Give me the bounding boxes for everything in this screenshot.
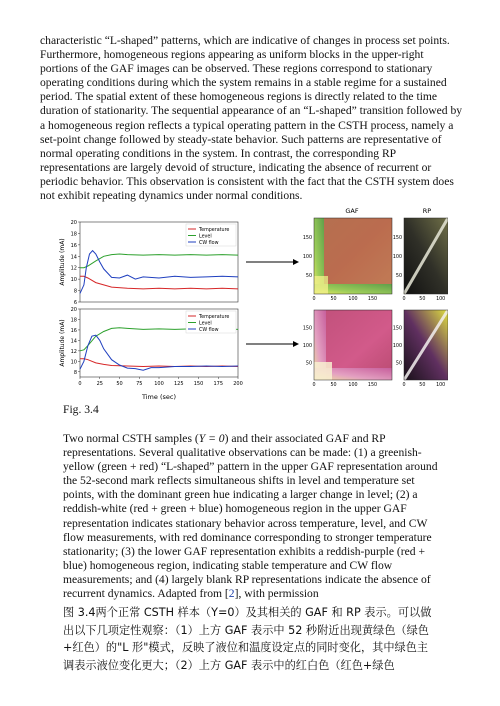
heatmap-y-tick-label: 50 xyxy=(305,273,312,279)
heatmap-y-tick-label: 100 xyxy=(302,343,312,349)
legend-label: CW flow xyxy=(199,328,219,333)
x-tick-label: 25 xyxy=(96,381,103,387)
x-tick-label: 75 xyxy=(136,381,143,387)
figure-label: Fig. 3.4 xyxy=(63,403,99,416)
line-chart-top xyxy=(59,220,238,306)
heatmap-y-tick-label: 50 xyxy=(395,273,402,279)
y-tick-label: 20 xyxy=(70,220,77,226)
legend-label: Level xyxy=(199,234,212,240)
x-tick-label: 200 xyxy=(233,381,243,387)
rp-title: RP xyxy=(422,207,432,215)
x-axis-label: Time (sec) xyxy=(141,393,177,401)
heatmap-y-tick-label: 150 xyxy=(392,235,402,241)
legend-label: Temperature xyxy=(199,315,230,320)
heatmap-x-tick-label: 100 xyxy=(436,297,446,302)
heatmap-x-tick-label: 100 xyxy=(348,297,358,302)
heatmap-y-tick-label: 50 xyxy=(395,361,402,367)
citation-link[interactable]: 2 xyxy=(228,587,235,601)
legend-label: Temperature xyxy=(199,228,230,233)
gaf-title: GAF xyxy=(345,207,359,215)
heatmap-x-tick-label: 150 xyxy=(367,383,378,388)
chinese-caption: 图 3.4两个正常 CSTH 样本（Y=0）及其相关的 GAF 和 RP 表示。可以做出以下几项定性观察：（1）上方 GAF 表示中 52 秒附近出现黄绿色（绿色+红色）的"L 形"模式，反映了液位和温度设定点的同时变化，其中绿色主调表示液位变化更大；（2）上方 GAF 表示中的红白色（红色+绿色 xyxy=(63,606,432,672)
heatmap-x-tick-label: 50 xyxy=(419,297,426,302)
rp-heatmap-top xyxy=(404,218,448,294)
figure-caption xyxy=(63,432,443,601)
figure-3-4 xyxy=(58,206,448,402)
x-tick-label: 125 xyxy=(173,381,184,387)
y-tick-label: 20 xyxy=(70,307,77,313)
heatmap-x-tick-label: 0 xyxy=(312,297,316,302)
legend-label: CW flow xyxy=(199,241,219,246)
x-tick-label: 50 xyxy=(116,381,123,387)
heatmap-x-tick-label: 0 xyxy=(312,383,316,388)
y-tick-label: 8 xyxy=(73,288,77,295)
heatmap-x-tick-label: 50 xyxy=(419,383,426,388)
x-tick-label: 150 xyxy=(193,381,204,387)
y-tick-label: 16 xyxy=(70,327,77,334)
caption-text: Two normal CSTH samples ( xyxy=(63,432,199,445)
y-axis-label: Amplitude (mA) xyxy=(59,319,66,367)
y-tick-label: 6 xyxy=(73,300,77,306)
heatmap-y-tick-label: 150 xyxy=(392,326,402,332)
y-tick-label: 8 xyxy=(73,369,77,376)
body-paragraph: characteristic “L-shaped” patterns, which are indicative of changes in process set points. Furthermore, homogeneous regions appearing as uniform blocks in the upper-right portions of the GAF images can be observed. These regions correspond to stationary operating conditions during which the system remains in a stable regime for a sustained period. The spatial extent of these homogeneous regions is directly related to the time duration of stationarity. The sequential appearance of an “L-shaped” transition followed by a homogeneous region reflects a typical operating pattern in the CSTH process, namely a set-point change followed by steady-state behavior. Such patterns are representative of normal operating conditions in the system. In contrast, the corresponding RP representations are largely devoid of structure, indicating the absence of recurrent or periodic behavior. This observation is consistent with the fact that the CSTH system does not exhibit repeating dynamics under normal conditions. xyxy=(40,34,463,203)
heatmap-y-tick-label: 100 xyxy=(302,254,312,260)
y-tick-label: 16 xyxy=(70,242,77,249)
x-tick-label: 0 xyxy=(78,381,82,387)
gaf-heatmap-bottom xyxy=(314,310,392,380)
caption-math: Y = 0 xyxy=(198,432,225,445)
heatmap-x-tick-label: 50 xyxy=(330,383,337,388)
y-tick-label: 14 xyxy=(70,338,77,345)
line-chart-bottom xyxy=(59,307,243,401)
gaf-heatmap-top xyxy=(314,218,392,294)
y-tick-label: 10 xyxy=(70,359,77,366)
y-tick-label: 10 xyxy=(70,277,77,284)
y-tick-label: 18 xyxy=(70,317,77,324)
heatmap-y-tick-label: 150 xyxy=(302,235,312,241)
x-tick-label: 175 xyxy=(213,381,224,387)
heatmap-x-tick-label: 150 xyxy=(367,297,378,302)
legend-label: Level xyxy=(199,321,212,327)
heatmap-y-tick-label: 50 xyxy=(305,361,312,367)
rp-heatmap-bottom xyxy=(404,310,448,380)
y-tick-label: 18 xyxy=(70,231,77,238)
y-tick-label: 12 xyxy=(70,348,77,355)
heatmap-x-tick-label: 100 xyxy=(348,383,358,388)
x-tick-label: 100 xyxy=(154,381,164,387)
heatmap-x-tick-label: 0 xyxy=(402,297,406,302)
y-tick-label: 12 xyxy=(70,265,77,272)
heatmap-x-tick-label: 100 xyxy=(436,383,446,388)
figure-svg xyxy=(58,206,448,402)
y-tick-label: 14 xyxy=(70,254,77,261)
caption-text: ], with permission xyxy=(234,587,319,601)
heatmap-x-tick-label: 50 xyxy=(330,297,337,302)
heatmap-y-tick-label: 100 xyxy=(392,343,402,349)
heatmap-y-tick-label: 150 xyxy=(302,326,312,332)
y-axis-label: Amplitude (mA) xyxy=(59,238,66,286)
caption-text: ) and their associated GAF and RP representations. Several qualitative observations can be made: (1) a greenish-yellow (green + red) “L-shaped” pattern in the upper GAF representation around the 52-second mark reflects simultaneous shifts in level and temperature set points, with the dominant green hue indicating a larger change in level; (2) a reddish-white (red + green + blue) homogeneous region in the upper GAF representation indicates stationary behavior across temperature, level, and CW flow measurements, with red dominance corresponding to stronger temperature stationarity; (3) the lower GAF representation exhibits a reddish-purple (red + blue) homogeneous region, indicating stable temperature and CW flow measurements; and (4) largely blank RP representations indicate the absence of recurrent dynamics. Adapted from [ xyxy=(63,432,438,601)
heatmap-y-tick-label: 100 xyxy=(392,254,402,260)
heatmap-x-tick-label: 0 xyxy=(402,383,406,388)
